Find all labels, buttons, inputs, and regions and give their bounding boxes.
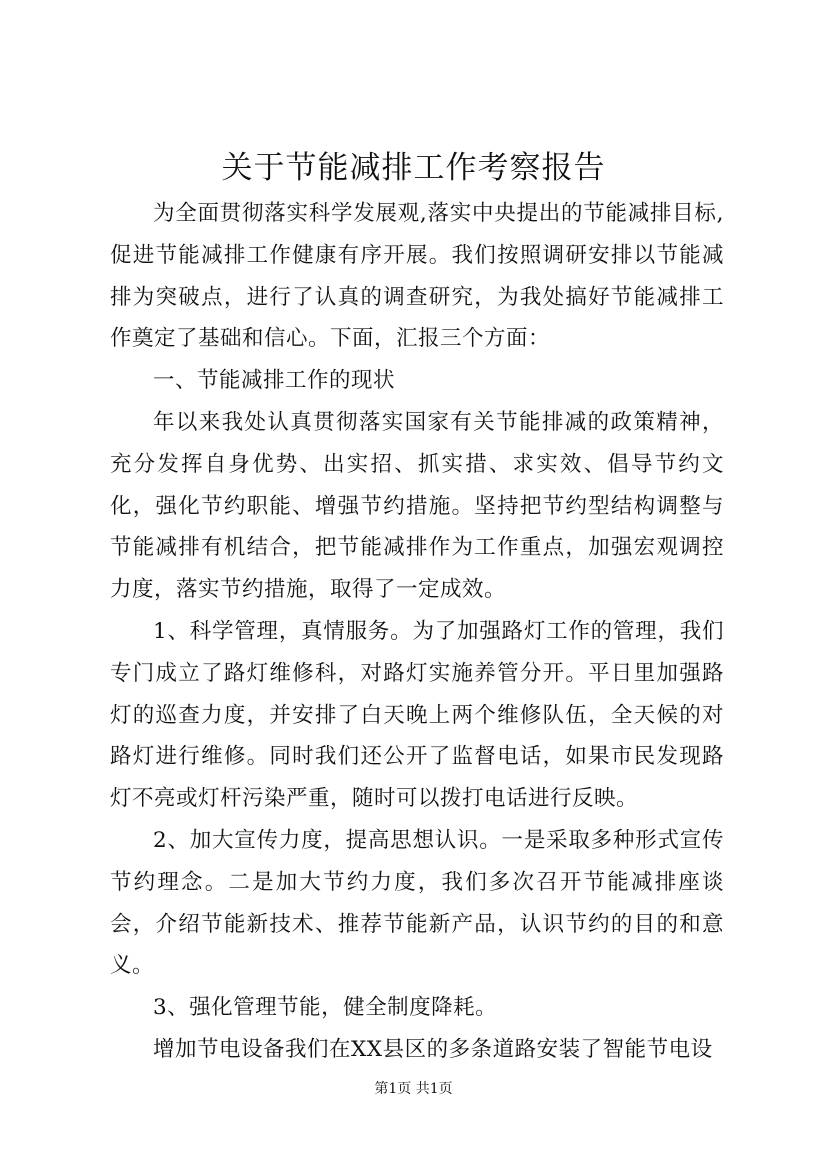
section-heading-current-status: 一、节能减排工作的现状 — [153, 368, 396, 394]
equipment-paragraph: 增加节电设备我们在XX县区的多条道路安装了智能节电设 — [153, 1036, 713, 1062]
page-footer: 第1页 共1页 — [374, 1081, 453, 1097]
item-2-paragraph: 2、加大宣传力度，提高思想认识。一是采取多种形式宣传节约理念。二是加大节约力度，我们多次召开节能减排座谈会，介绍节能新技术、推荐节能新产品，认识节约的目的和意义。 — [110, 827, 724, 979]
document-body — [110, 193, 724, 1071]
item-1-paragraph: 1、科学管理，真情服务。为了加强路灯工作的管理，我们专门成立了路灯维修科，对路灯实施养管分开。平日里加强路灯的巡查力度，并安排了白天晚上两个维修队伍，全天候的对路灯进行维修。同时我们还公开了监督电话，如果市民发现路灯不亮或灯杆污染严重，随时可以拨打电话进行反映。 — [110, 618, 724, 812]
document-title: 关于节能减排工作考察报告 — [221, 150, 606, 186]
status-paragraph: 年以来我处认真贯彻落实国家有关节能排减的政策精神，充分发挥自身优势、出实招、抓实措、求实效、倡导节约文化，强化节约职能、增强节约措施。坚持把节约型结构调整与节能减排有机结合，把节能减排作为工作重点，加强宏观调控力度，落实节约措施，取得了一定成效。 — [110, 409, 724, 603]
item-3-heading: 3、强化管理节能，健全制度降耗。 — [153, 995, 498, 1021]
intro-paragraph: 为全面贯彻落实科学发展观,落实中央提出的节能减排目标,促进节能减排工作健康有序开展。我们按照调研安排以节能减排为突破点，进行了认真的调查研究，为我处搞好节能减排工作奠定了基础和信心。下面，汇报三个方面： — [110, 201, 724, 352]
